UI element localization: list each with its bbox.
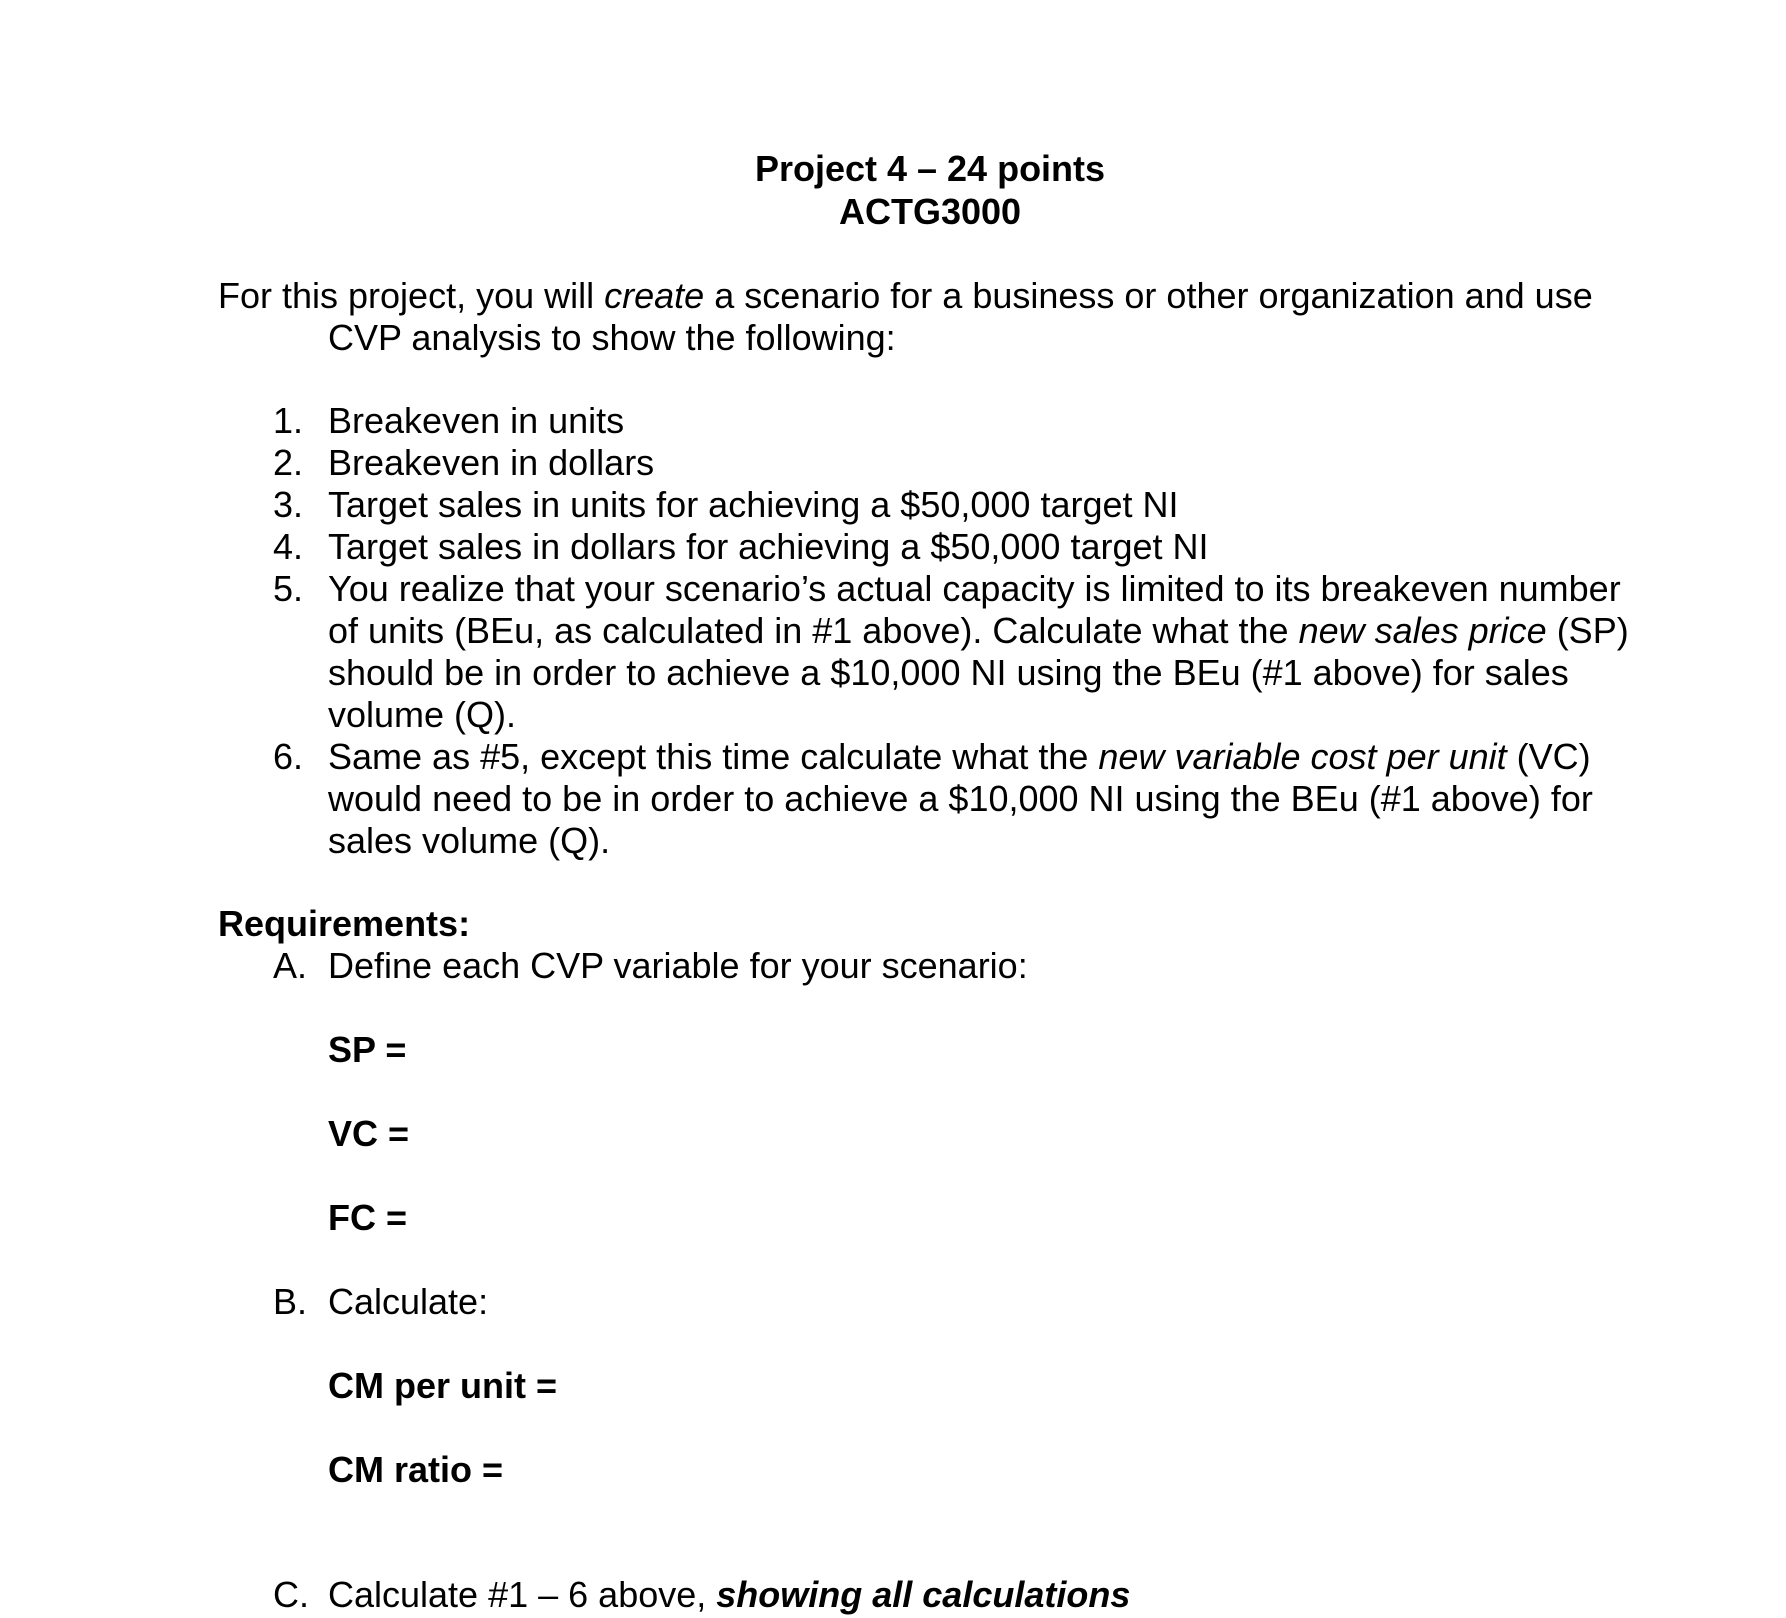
requirement-c <box>218 1574 1658 1616</box>
task-text-pre: You realize that your scenario’s actual capacity is limited to its breakeven number of units (BEu, as calculated in #1 above). Calculate what the <box>328 568 1621 651</box>
task-item-5 <box>218 568 1658 736</box>
task-emphasis: new variable cost per unit <box>1098 736 1507 777</box>
requirement-letter: A. <box>273 945 308 986</box>
intro-emphasis: create <box>604 275 705 316</box>
requirement-letter: B. <box>273 1281 308 1322</box>
doc-title: Project 4 – 24 points <box>754 148 1106 189</box>
task-item-1 <box>218 400 1658 442</box>
field-cm-ratio: CM ratio = <box>328 1449 504 1490</box>
task-item-3 <box>218 484 1658 526</box>
task-text: Breakeven in units <box>328 400 625 441</box>
requirement-b <box>218 1281 1658 1323</box>
field-cm-per-unit: CM per unit = <box>328 1365 558 1406</box>
field-sp: SP = <box>328 1029 407 1070</box>
requirements-heading: Requirements: <box>218 903 471 944</box>
task-item-4 <box>218 526 1658 568</box>
intro-paragraph <box>218 275 1638 359</box>
field-fc: FC = <box>328 1197 408 1238</box>
intro-text-2: a scenario for a business or other organization and use <box>704 275 1593 316</box>
task-text-post: (SP) should be in order to achieve a $10,000 NI using the BEu (#1 above) for sales volume (Q). <box>328 610 1629 735</box>
course-code: ACTG3000 <box>838 191 1022 232</box>
requirement-letter: C. <box>273 1574 309 1615</box>
task-number: 3. <box>273 484 304 525</box>
task-text <box>328 568 1658 736</box>
task-emphasis: new sales price <box>1298 610 1547 651</box>
task-text-pre: Same as #5, except this time calculate what the <box>328 736 1099 777</box>
task-item-6 <box>218 736 1658 862</box>
field-vc: VC = <box>328 1113 410 1154</box>
task-text-post: (VC) would need to be in order to achieve a $10,000 NI using the BEu (#1 above) for sales volume (Q). <box>328 736 1593 861</box>
requirement-text <box>328 1574 1658 1616</box>
requirement-text: Calculate: <box>328 1281 489 1322</box>
task-text: Target sales in units for achieving a $50,000 target NI <box>328 484 1179 525</box>
intro-text-3: CVP analysis to show the following: <box>328 317 896 358</box>
requirement-a <box>218 945 1658 987</box>
task-text: Target sales in dollars for achieving a $50,000 target NI <box>328 526 1209 567</box>
requirement-emphasis: showing all calculations <box>716 1574 1131 1615</box>
task-number: 6. <box>273 736 304 777</box>
task-number: 4. <box>273 526 304 567</box>
task-text: Breakeven in dollars <box>328 442 655 483</box>
intro-text-1: For this project, you will <box>218 275 605 316</box>
task-item-2 <box>218 442 1658 484</box>
task-number: 5. <box>273 568 304 609</box>
task-text <box>328 736 1658 862</box>
task-number: 2. <box>273 442 304 483</box>
requirement-text-pre: Calculate #1 – 6 above, <box>328 1574 717 1615</box>
task-number: 1. <box>273 400 304 441</box>
requirement-text: Define each CVP variable for your scenario: <box>328 945 1028 986</box>
